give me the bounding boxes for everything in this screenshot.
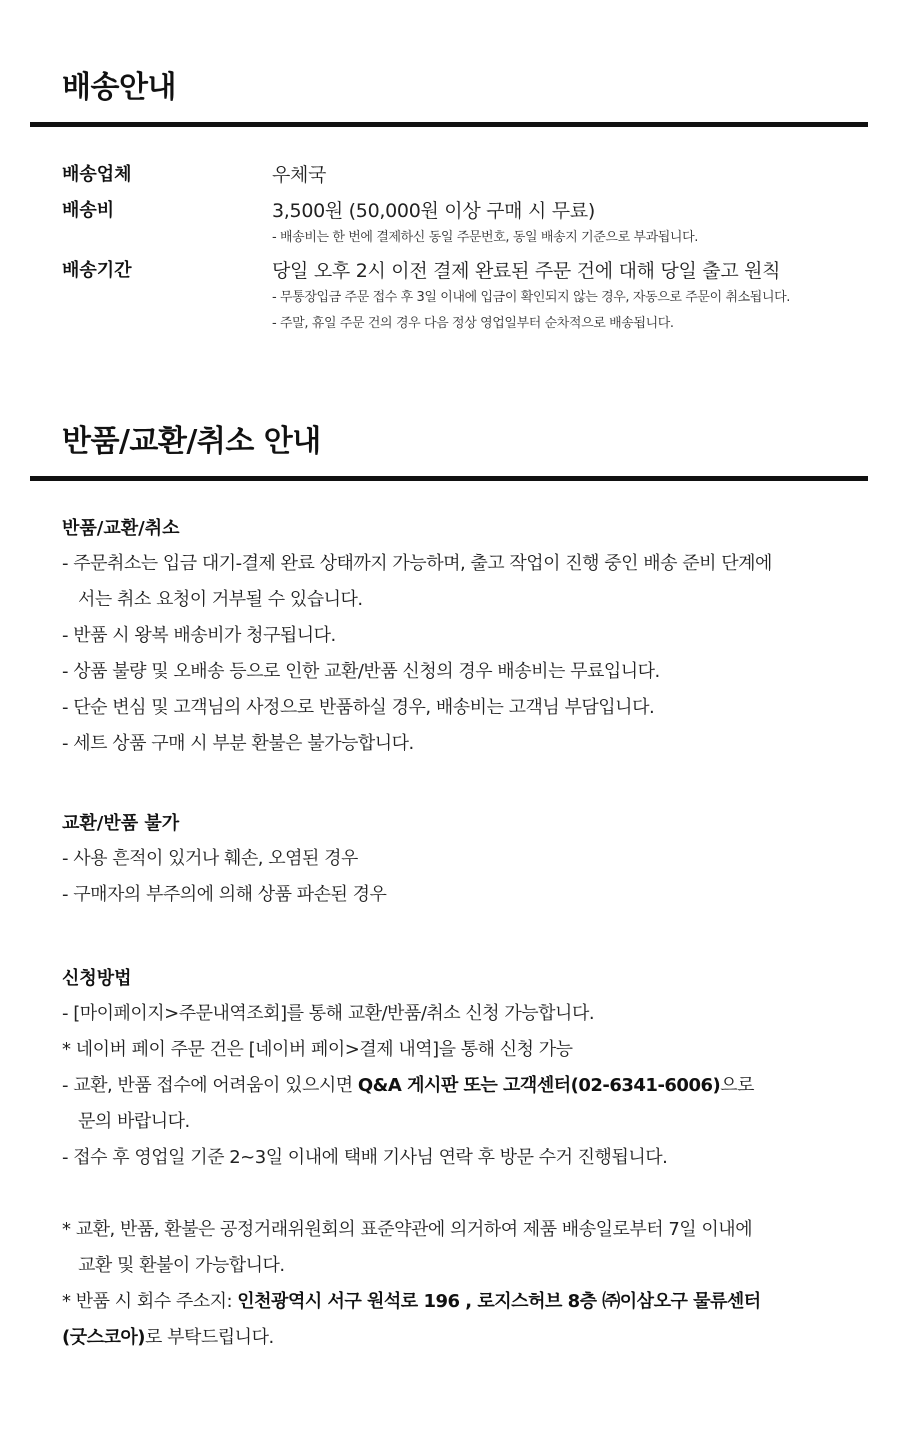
shipping-divider bbox=[30, 122, 868, 127]
cancel-line: - 단순 변심 및 고객님의 사정으로 반품하실 경우, 배송비는 고객님 부담입니다. bbox=[62, 697, 655, 718]
cancel-line: - 상품 불량 및 오배송 등으로 인한 교환/반품 신청의 경우 배송비는 무료입니다. bbox=[62, 661, 660, 682]
return-address: 인천광역시 서구 원석로 196 , 로지스허브 8층 ㈜이삼오구 물류센터 bbox=[237, 1291, 761, 1312]
fee-note: - 배송비는 한 번에 결제하신 동일 주문번호, 동일 배송지 기준으로 부과됩니다. bbox=[272, 230, 698, 245]
cancel-line: - 세트 상품 구매 시 부분 환불은 불가능합니다. bbox=[62, 733, 414, 754]
cancel-line: 서는 취소 요청이 거부될 수 있습니다. bbox=[78, 589, 363, 610]
policy-line bbox=[62, 1323, 274, 1349]
method-line: * 네이버 페이 주문 건은 [네이버 페이>결제 내역]을 통해 신청 가능 bbox=[62, 1039, 573, 1060]
shipping-title: 배송안내 bbox=[62, 70, 176, 105]
not-allowed-heading: 교환/반품 불가 bbox=[62, 813, 180, 834]
not-allowed-line: - 사용 흔적이 있거나 훼손, 오염된 경우 bbox=[62, 848, 358, 869]
period-note: - 주말, 휴일 주문 건의 경우 다음 정상 영업일부터 순차적으로 배송됩니다. bbox=[272, 316, 674, 331]
policy-line: 교환 및 환불이 가능합니다. bbox=[78, 1255, 285, 1276]
returns-divider bbox=[30, 476, 868, 481]
return-address: (굿스코아) bbox=[62, 1327, 146, 1348]
period-value: 당일 오후 2시 이전 결제 완료된 주문 건에 대해 당일 출고 원칙 bbox=[272, 260, 781, 282]
policy-text: 로 부탁드립니다. bbox=[145, 1327, 274, 1348]
method-heading: 신청방법 bbox=[62, 968, 132, 989]
policy-line: * 교환, 반품, 환불은 공정거래위원회의 표준약관에 의거하여 제품 배송일로부터 7일 이내에 bbox=[62, 1219, 753, 1240]
cancel-line: - 반품 시 왕복 배송비가 청구됩니다. bbox=[62, 625, 336, 646]
carrier-label: 배송업체 bbox=[62, 164, 132, 185]
method-line: - 접수 후 영업일 기준 2~3일 이내에 택배 기사님 연락 후 방문 수거 진행됩니다. bbox=[62, 1147, 668, 1168]
method-line bbox=[62, 1071, 754, 1097]
period-note: - 무통장입금 주문 접수 후 3일 이내에 입금이 확인되지 않는 경우, 자동으로 주문이 취소됩니다. bbox=[272, 290, 790, 305]
method-line: 문의 바랍니다. bbox=[78, 1111, 190, 1132]
cancel-line: - 주문취소는 입금 대기-결제 완료 상태까지 가능하며, 출고 작업이 진행 중인 배송 준비 단계에 bbox=[62, 553, 772, 574]
method-text: - 교환, 반품 접수에 어려움이 있으시면 bbox=[62, 1075, 358, 1096]
returns-title: 반품/교환/취소 안내 bbox=[62, 424, 321, 459]
fee-value: 3,500원 (50,000원 이상 구매 시 무료) bbox=[272, 200, 595, 222]
contact-info: Q&A 게시판 또는 고객센터(02-6341-6006) bbox=[357, 1075, 721, 1096]
method-text: 으로 bbox=[720, 1075, 755, 1096]
policy-line bbox=[62, 1287, 761, 1313]
fee-label: 배송비 bbox=[62, 200, 115, 221]
not-allowed-line: - 구매자의 부주의에 의해 상품 파손된 경우 bbox=[62, 884, 387, 905]
policy-text: * 반품 시 회수 주소지: bbox=[62, 1291, 238, 1312]
cancel-heading: 반품/교환/취소 bbox=[62, 518, 180, 539]
period-label: 배송기간 bbox=[62, 260, 132, 281]
method-line: - [마이페이지>주문내역조회]를 통해 교환/반품/취소 신청 가능합니다. bbox=[62, 1003, 595, 1024]
carrier-value: 우체국 bbox=[272, 164, 327, 186]
